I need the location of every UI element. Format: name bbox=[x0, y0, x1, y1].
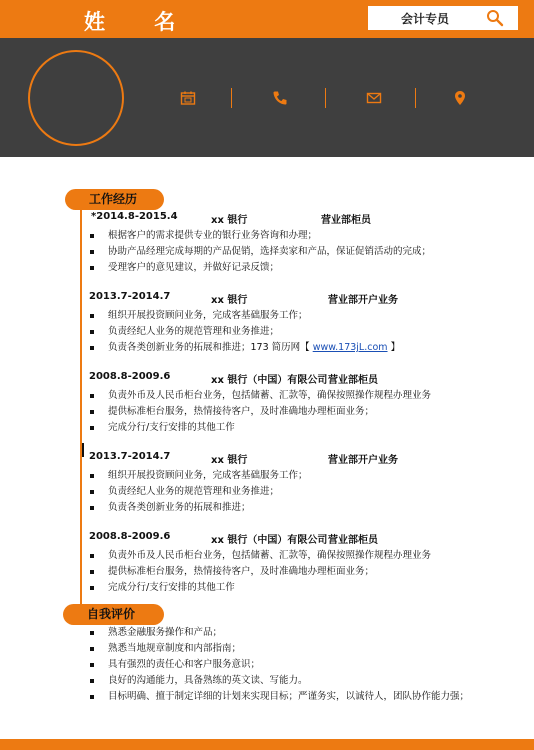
section-title-self-evaluation: 自我评价 bbox=[63, 604, 164, 625]
list-item: 具有强烈的责任心和客户服务意识； bbox=[89, 657, 469, 673]
search-icon[interactable] bbox=[486, 9, 504, 27]
text-cursor bbox=[82, 443, 84, 457]
job-date: 2008.8-2009.6 bbox=[89, 371, 171, 382]
list-item: 目标明确、擅于制定详细的计划来实现目标；严谨务实，以诚待人，团队协作能力强； bbox=[89, 689, 469, 705]
job-date: 2013.7-2014.7 bbox=[89, 291, 171, 302]
list-item: 熟悉当地规章制度和内部指南； bbox=[89, 641, 469, 657]
timeline-line bbox=[80, 205, 82, 625]
job-date: *2014.8-2015.4 bbox=[91, 211, 178, 222]
header-separator bbox=[231, 88, 232, 108]
job-title-search-box[interactable] bbox=[368, 6, 518, 30]
list-item: 组织开展投资顾问业务，完成客基础服务工作； bbox=[89, 308, 400, 324]
location-icon bbox=[452, 90, 468, 106]
list-item: 组织开展投资顾问业务，完成客基础服务工作； bbox=[89, 468, 308, 484]
list-item: 负责经纪人业务的规范管理和业务推进； bbox=[89, 324, 400, 340]
job-title-label: 会计专员 bbox=[401, 12, 450, 26]
duty-list bbox=[89, 228, 431, 276]
job-company: xx 银行 bbox=[211, 295, 248, 306]
list-item: 完成分行/支行安排的其他工作 bbox=[89, 580, 431, 596]
list-item: 负责外币及人民币柜台业务，包括储蓄、汇款等，确保按照操作规程办理业务 bbox=[89, 388, 431, 404]
section-title-work-experience: 工作经历 bbox=[65, 189, 164, 210]
self-evaluation-list bbox=[89, 625, 469, 705]
job-company: xx 银行 bbox=[211, 215, 248, 226]
job-position: 营业部柜员 bbox=[321, 215, 371, 226]
calendar-icon bbox=[180, 90, 196, 106]
job-company: xx 银行 bbox=[211, 455, 248, 466]
list-item: 协助产品经理完成每期的产品促销，选择卖家和产品，保证促销活动的完成； bbox=[89, 244, 431, 260]
job-position: 营业部开户业务 bbox=[328, 455, 398, 466]
job-date: 2008.8-2009.6 bbox=[89, 531, 171, 542]
top-bar bbox=[0, 0, 534, 38]
duty-list bbox=[89, 548, 431, 596]
footer-bar bbox=[0, 739, 534, 750]
list-item: 负责外币及人民币柜台业务，包括储蓄、汇款等，确保按照操作规程办理业务 bbox=[89, 548, 431, 564]
job-position: 营业部柜员 bbox=[328, 535, 378, 546]
website-link[interactable]: www.173jL.com bbox=[312, 342, 388, 353]
avatar bbox=[28, 50, 124, 146]
list-item bbox=[89, 340, 400, 356]
header-separator bbox=[415, 88, 416, 108]
phone-icon bbox=[272, 90, 288, 106]
list-item: 熟悉金融服务操作和产品； bbox=[89, 625, 469, 641]
list-item: 提供标准柜台服务，热情接待客户，及时准确地办理柜面业务； bbox=[89, 564, 431, 580]
job-company: xx 银行（中国）有限公司 bbox=[211, 375, 328, 386]
list-item: 根据客户的需求提供专业的银行业务咨询和办理； bbox=[89, 228, 431, 244]
list-item: 受理客户的意见建议，并做好记录反馈； bbox=[89, 260, 431, 276]
list-item: 负责各类创新业务的拓展和推进； bbox=[89, 500, 308, 516]
job-position: 营业部柜员 bbox=[328, 375, 378, 386]
duty-text: 负责各类创新业务的拓展和推进；173 简历网【 bbox=[108, 342, 310, 353]
job-date: 2013.7-2014.7 bbox=[89, 451, 171, 462]
link-suffix: 】 bbox=[390, 342, 401, 353]
duty-list bbox=[89, 468, 308, 516]
job-company: xx 银行（中国）有限公司 bbox=[211, 535, 328, 546]
candidate-name: 姓 名 bbox=[84, 10, 197, 34]
profile-header bbox=[0, 38, 534, 157]
job-position: 营业部开户业务 bbox=[328, 295, 398, 306]
duty-list bbox=[89, 308, 400, 356]
list-item: 提供标准柜台服务，热情接待客户，及时准确地办理柜面业务； bbox=[89, 404, 431, 420]
list-item: 完成分行/支行安排的其他工作 bbox=[89, 420, 431, 436]
list-item: 负责经纪人业务的规范管理和业务推进； bbox=[89, 484, 308, 500]
mail-icon bbox=[366, 90, 382, 106]
duty-list bbox=[89, 388, 431, 436]
header-separator bbox=[325, 88, 326, 108]
list-item: 良好的沟通能力，具备熟练的英文读、写能力。 bbox=[89, 673, 469, 689]
